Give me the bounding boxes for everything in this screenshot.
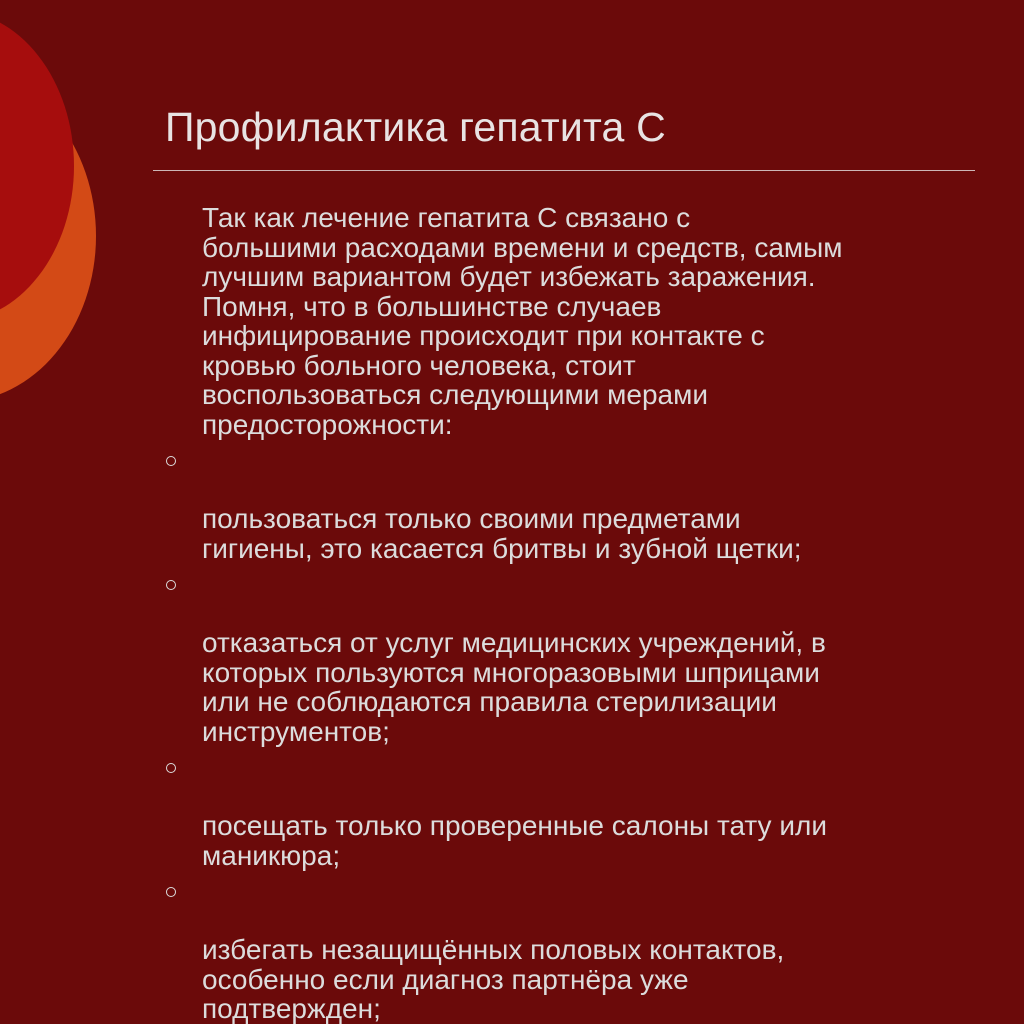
slide-body [160,203,960,1024]
bullet-item [160,876,960,1024]
bullet-text: посещать только проверенные салоны тату или маникюра; [202,810,827,871]
hollow-circle-bullet-icon [166,763,176,773]
bullet-text: пользоваться только своими предметами гигиены, это касается бритвы и зубной щетки; [202,503,802,564]
title-divider [153,170,975,171]
bullet-item [160,752,960,870]
hollow-circle-bullet-icon [166,580,176,590]
bullet-text: избегать незащищённых половых контактов, особенно если диагноз партнёра уже подтвержден; [202,934,785,1024]
bullet-item [160,569,960,746]
bullet-text: отказаться от услуг медицинских учреждений, в которых пользуются многоразовыми шприцами или не соблюдаются правила стерилизации инструментов; [202,627,826,747]
slide-title: Профилактика гепатита С [165,104,666,150]
hollow-circle-bullet-icon [166,887,176,897]
bullet-item [160,445,960,563]
intro-paragraph: Так как лечение гепатита С связано с большими расходами времени и средств, самым лучшим вариантом будет избежать заражения. Помня, что в большинстве случаев инфицирование происходит при контакте с кровью больного человека, стоит воспользоваться следующими мерами предосторожности: [202,202,843,440]
hollow-circle-bullet-icon [166,456,176,466]
